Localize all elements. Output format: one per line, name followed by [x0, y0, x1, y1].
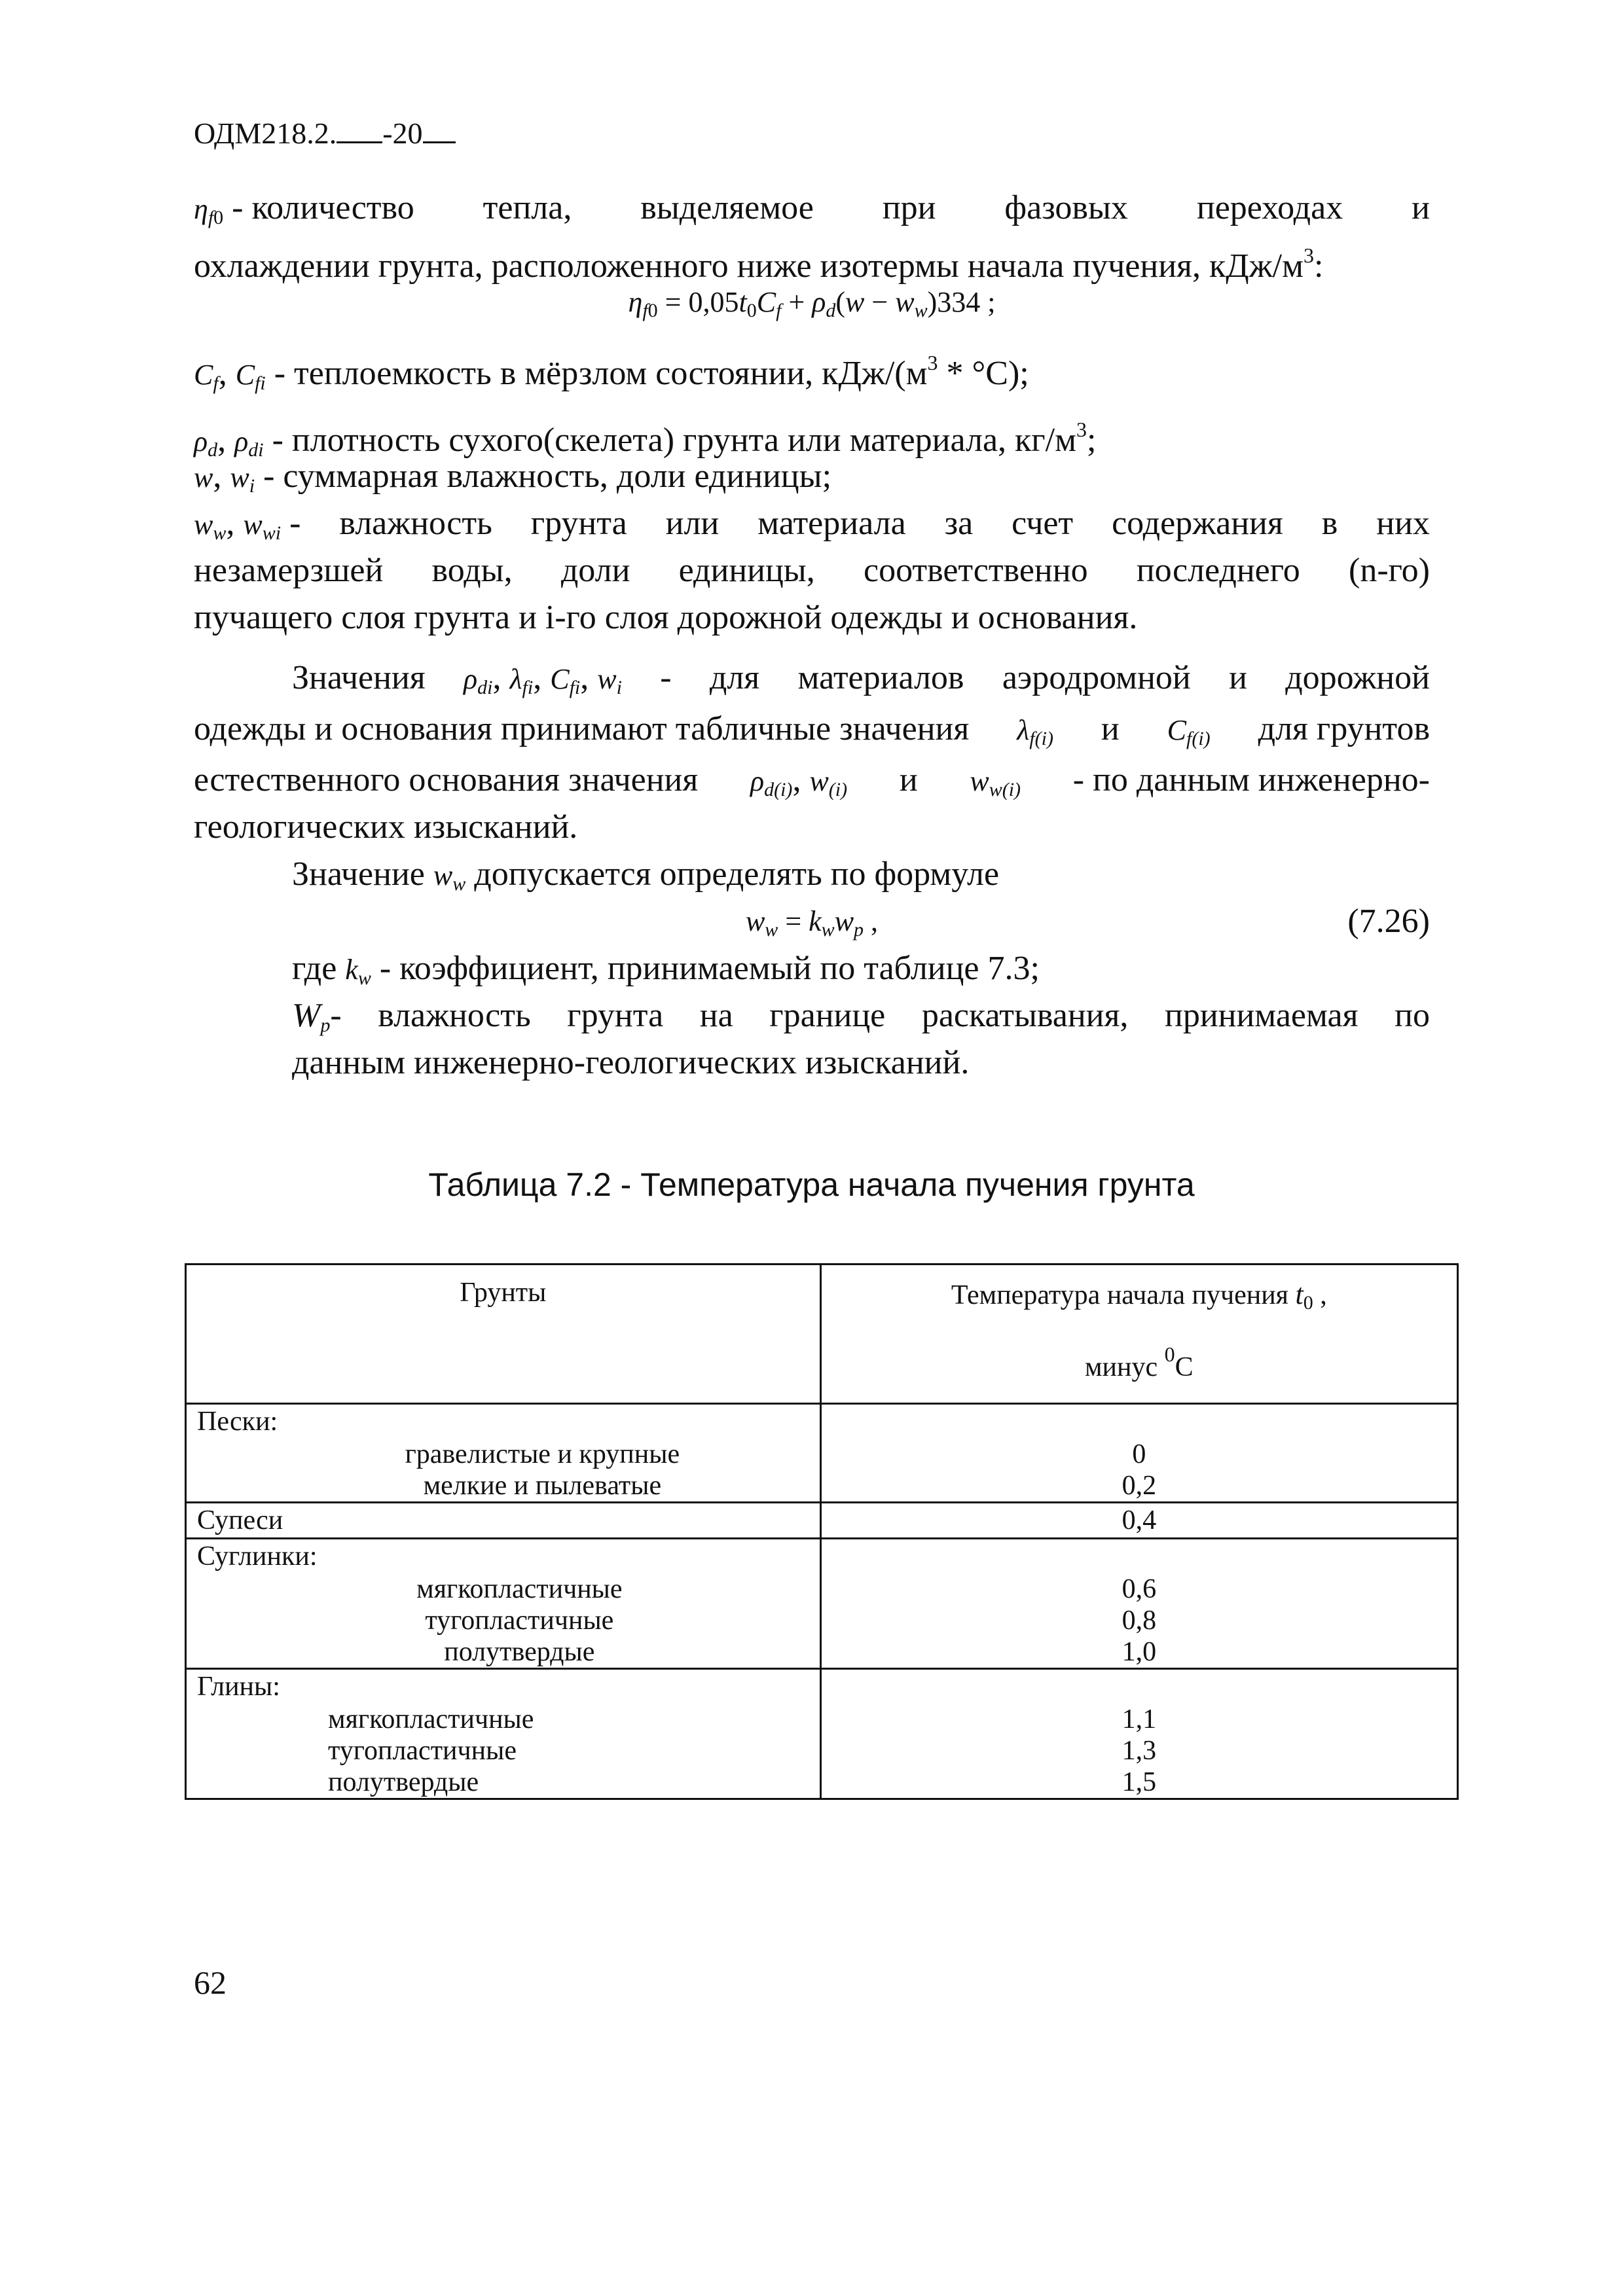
temperature-value: 0,6 — [1122, 1574, 1157, 1604]
temperature-value: 1,1 — [1122, 1704, 1157, 1734]
kw-def: где $k_w$ - коэффициент, принимаемый по таблице 7.3; — [292, 950, 1040, 989]
def-rho: $\rho_d$, $\rho_{di}$ - плотность сухого(скелета) грунта или материала, $кг/м^3$; — [194, 418, 1097, 461]
wp-def-line1: $W_p-$ влажность грунта на границе раскатывания, принимаемая по — [292, 997, 1430, 1036]
def-w: w, $w_i$ - суммарная влажность, доли единицы; — [194, 457, 832, 497]
soil-name: мягкопластичные — [416, 1574, 623, 1604]
soil-name: гравелистые и крупные — [405, 1439, 680, 1469]
col-header-temperature: Температура начала пучения $t_0$ , минус $^0$С — [820, 1265, 1457, 1404]
col-header-soils: Грунты — [186, 1265, 821, 1404]
temperature-value: 1,3 — [1122, 1736, 1157, 1766]
soil-name: полутвердые — [444, 1637, 595, 1667]
soil-name: тугопластичные — [328, 1736, 517, 1766]
group-label: Пески: — [197, 1407, 278, 1437]
soil-name: мягкопластичные — [328, 1704, 534, 1734]
group-label: Суглинки: — [197, 1541, 318, 1571]
soil-name: мелкие и пылеватые — [423, 1471, 662, 1501]
values-line3: естественного основания значения $\rho_{d(i)}$, $w_{(i)}$ и $w_{w(i)}$ - по данным инженерно- — [194, 761, 1430, 800]
def-ww-line1: $w_w$, $w_{wi}$ - влажность грунта или материала за счет содержания в них — [194, 505, 1430, 544]
page-number: 62 — [194, 1964, 227, 2001]
soil-temperature-table — [185, 1263, 1459, 1800]
soil-name: полутвердые — [328, 1767, 479, 1797]
soil-name: тугопластичные — [425, 1605, 614, 1636]
table-row — [186, 1539, 1458, 1669]
def-cf: $C_f$, $C_{fi}$ - теплоемкость в мёрзлом состоянии, кДж/$(м^3 * ^\circ С)$; — [194, 351, 1029, 394]
table-row — [186, 1669, 1458, 1799]
def-eta-line2: охлаждении грунта, расположенного ниже изотермы начала пучения, кДж/$м^3$: — [194, 243, 1324, 285]
temperature-value: 1,5 — [1122, 1767, 1157, 1797]
definitions-block — [194, 185, 1430, 641]
temperature-value: 0,2 — [1122, 1471, 1157, 1501]
group-label: Глины: — [197, 1672, 280, 1702]
blank-underline — [423, 115, 456, 143]
def-ww-line2: незамерзшей воды, доли единицы, соответственно последнего (n-го) — [194, 552, 1430, 589]
temperature-value: 1,0 — [1122, 1637, 1157, 1667]
table-row — [186, 1503, 1458, 1539]
def-eta: $\eta_{f0}$ - количество тепла, выделяемое при фазовых переходах и — [194, 189, 1430, 228]
document-code: ОДМ218.2. -20 — [194, 115, 456, 152]
temperature-value: 0,8 — [1122, 1605, 1157, 1636]
table-caption: Таблица 7.2 - Температура начала пучения грунта — [428, 1166, 1195, 1203]
values-line4: геологических изысканий. — [194, 808, 578, 846]
table-header-row — [186, 1265, 1458, 1404]
blank-underline — [337, 115, 382, 143]
formula-7-26: $w_w = k_ww_p$ , (7.26) — [745, 903, 1430, 941]
temperature-value: 0 — [1132, 1439, 1146, 1469]
values-line2: одежды и основания принимают табличные значения $\lambda_{f(i)}$ и $C_{f(i)}$ для грунтов — [194, 710, 1430, 749]
def-ww-line3: пучащего слоя грунта и i-го слоя дорожной одежды и основания. — [194, 599, 1138, 636]
wp-def-line2: данным инженерно-геологических изысканий. — [292, 1044, 970, 1081]
table-row — [186, 1404, 1458, 1503]
ww-intro: Значение $w_w$ допускается определять по формуле — [292, 855, 1000, 895]
group-label: Супеси — [197, 1505, 283, 1535]
values-paragraph — [194, 655, 1430, 1086]
values-line1: Значения $\rho_{di}$, $\lambda_{fi}$, $C_{fi}$, $w_i$ - для материалов аэродромной и дорожной — [292, 659, 1430, 698]
temperature-value: 0,4 — [1122, 1505, 1157, 1535]
formula-eta: $\eta_{f0} = 0,05t_0C_f + \rho_d(w - w_w)334$ ; — [628, 286, 996, 321]
